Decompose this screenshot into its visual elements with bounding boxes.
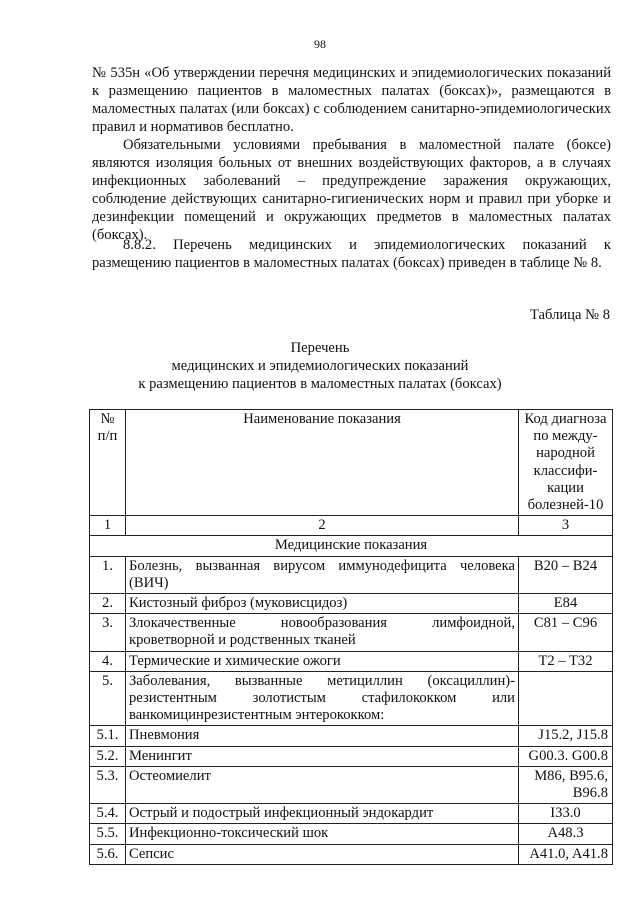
table-row: [90, 804, 613, 824]
row-code: [519, 671, 613, 726]
row-number: 4.: [90, 651, 126, 671]
section-title: Медицинские показания: [90, 536, 613, 556]
row-code: A41.0, A41.8: [519, 844, 613, 864]
row-name: Кистозный фиброз (муковисцидоз): [126, 594, 519, 614]
table-row: [90, 766, 613, 803]
table-row: [90, 726, 613, 746]
row-number: 5.3.: [90, 766, 126, 803]
table-row: [90, 844, 613, 864]
header-name: Наименование показания: [126, 410, 519, 516]
row-name: Инфекционно-токсический шок: [126, 824, 519, 844]
row-number: 5.4.: [90, 804, 126, 824]
table-row: [90, 824, 613, 844]
header-code: Код диагноза по между-народной классифи-кации болезней-10: [519, 410, 613, 516]
row-code: C81 – C96: [519, 614, 613, 651]
paragraph-3-text: 8.8.2. Перечень медицинских и эпидемиологических показаний к размещению пациентов в маломестных палатах (боксах) приведен в таблице № 8.: [92, 237, 611, 271]
table-row: [90, 746, 613, 766]
paragraph-2: [92, 136, 611, 244]
indications-table: [89, 409, 613, 865]
index-cell-3: 3: [519, 516, 613, 536]
row-number: 1.: [90, 556, 126, 593]
table-caption: [0, 339, 640, 393]
row-name: Термические и химические ожоги: [126, 651, 519, 671]
paragraph-2-text: Обязательными условиями пребывания в маломестной палате (боксе) являются изоляция больных от внешних воздействующих факторов, а в случаях инфекционных заболеваний – предупреждение заражения окружающих, соблюдение действующих санитарно-гигиенических норм и правил при уборке и дезинфекции помещений и окружающих предметов в маломестных палатах (боксах).: [92, 137, 611, 243]
row-code: M86, B95.6, B96.8: [519, 766, 613, 803]
table-index-row: [90, 516, 613, 536]
row-number: 5.2.: [90, 746, 126, 766]
row-name: Острый и подострый инфекционный эндокардит: [126, 804, 519, 824]
row-code: T2 – T32: [519, 651, 613, 671]
table-row: [90, 594, 613, 614]
row-number: 5.6.: [90, 844, 126, 864]
row-code: I33.0: [519, 804, 613, 824]
table-row: [90, 556, 613, 593]
table-number: Таблица № 8: [530, 307, 610, 323]
row-number: 5.: [90, 671, 126, 726]
index-cell-1: 1: [90, 516, 126, 536]
table-header-row: [90, 410, 613, 516]
table-row: [90, 651, 613, 671]
row-code: E84: [519, 594, 613, 614]
row-name: Болезнь, вызванная вирусом иммунодефицита человека (ВИЧ): [126, 556, 519, 593]
row-name: Менингит: [126, 746, 519, 766]
caption-line-2: медицинских и эпидемиологических показаний: [171, 358, 469, 374]
row-name: Заболевания, вызванные метициллин (оксациллин)-резистентным золотистым стафилококком или ванкомицинрезистентным энтерококком:: [126, 671, 519, 726]
row-number: 5.5.: [90, 824, 126, 844]
row-name: Сепсис: [126, 844, 519, 864]
paragraph-3: [92, 236, 611, 272]
row-code: G00.3. G00.8: [519, 746, 613, 766]
caption-line-1: Перечень: [290, 340, 350, 356]
index-cell-2: 2: [126, 516, 519, 536]
paragraph-1: [92, 64, 611, 136]
table-section-row: [90, 536, 613, 556]
caption-line-3: к размещению пациентов в маломестных палатах (боксах): [138, 376, 502, 392]
table-row: [90, 671, 613, 726]
row-number: 3.: [90, 614, 126, 651]
paragraph-1-text: № 535н «Об утверждении перечня медицинских и эпидемиологических показаний к размещению пациентов в маломестных палатах (боксах)», размещаются в маломестных палатах (или боксах) с соблюдением санитарно-эпидемиологических правил и нормативов бесплатно.: [92, 65, 611, 135]
row-code: A48.3: [519, 824, 613, 844]
table-row: [90, 614, 613, 651]
row-number: 2.: [90, 594, 126, 614]
row-number: 5.1.: [90, 726, 126, 746]
page-number: 98: [314, 37, 326, 51]
row-name: Злокачественные новообразования лимфоидной, кроветворной и родственных тканей: [126, 614, 519, 651]
row-code: B20 – B24: [519, 556, 613, 593]
header-number: № п/п: [90, 410, 126, 516]
row-name: Пневмония: [126, 726, 519, 746]
row-name: Остеомиелит: [126, 766, 519, 803]
row-code: J15.2, J15.8: [519, 726, 613, 746]
table-body: [90, 556, 613, 864]
